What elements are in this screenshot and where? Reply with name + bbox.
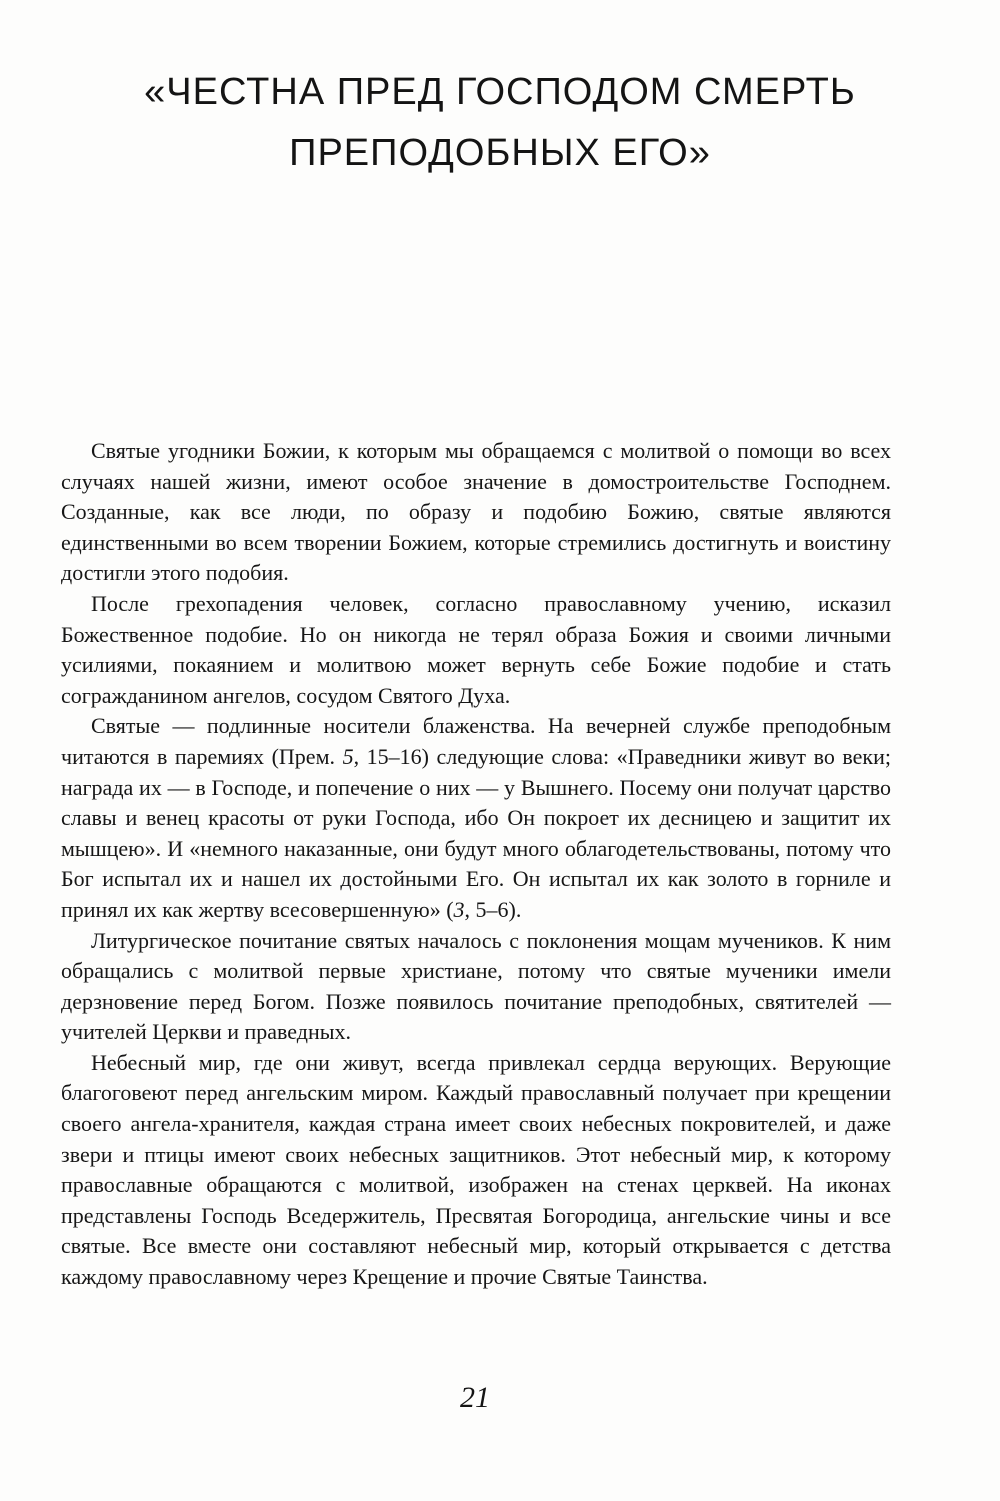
paragraph-4: Литургическое почитание святых началось с поклонения мощам мучеников. К ним обращались с молитвой первые христиане, потому что святые мученики имели дерзновение перед Богом. Позже появилось почитание преподобных, святителей — учителей Церкви и праведных. bbox=[61, 927, 891, 1045]
chapter-title bbox=[60, 62, 940, 184]
paragraph-3-text-b: , 15–16) следующие слова: «Праведники живут во веки; награда их — в Господе, и попечение о них — у Вышнего. Посему они получат царство славы и венец красоты от руки Господа, ибо Он покроет их десницею и защитит их мышцею». И «немного наказанные, они будут много облагодетельствованы, потому что Бог испытал их и нашел их достойными Его. Он испытал их как золото в горниле и принял их как жертву всесовершенную» ( bbox=[61, 743, 892, 922]
scripture-reference-chapter: 5 bbox=[342, 743, 354, 769]
paragraph-3 bbox=[61, 711, 891, 925]
body-text bbox=[61, 436, 891, 1293]
scripture-reference-chapter: 3 bbox=[453, 896, 465, 922]
paragraph-3-text-c: , 5–6). bbox=[464, 896, 522, 922]
paragraph-3-text-a: Святые — подлинные носители блаженства. На вечерней службе преподобным читаются в паремиях (Прем. bbox=[61, 713, 891, 769]
paragraph-5: Небесный мир, где они живут, всегда привлекал сердца верующих. Верующие благоговеют перед ангельским миром. Каждый православный получает при крещении своего ангела-хранителя, каждая страна имеет своих небесных покровителей, и даже звери и птицы имеют своих небесных защитников. Этот небесный мир, к которому православные обращаются с молитвой, изображен на стенах церквей. На иконах представлены Господь Вседержитель, Пресвятая Богородица, ангельские чины и все святые. Все вместе они составляют небесный мир, который открывается с детства каждому православному через Крещение и прочие Святые Таинства. bbox=[61, 1049, 891, 1290]
chapter-title-line-1: «ЧЕСТНА ПРЕД ГОСПОДОМ СМЕРТЬ bbox=[144, 71, 856, 113]
paragraph-1: Святые угодники Божии, к которым мы обращаемся с молитвой о помощи во всех случаях нашей жизни, имеют особое значение в домостроительстве Господнем. Созданные, как все люди, по образу и подобию Божию, святые являются единственными во всем творении Божием, которые стремились достигнуть и воистину достигли этого подобия. bbox=[61, 438, 891, 586]
paragraph-2: После грехопадения человек, согласно православному учению, исказил Божественное подобие. Но он никогда не терял образа Божия и своими личными усилиями, покаянием и молитвою может вернуть себе Божие подобие и стать согражданином ангелов, сосудом Святого Духа. bbox=[61, 590, 891, 708]
page-number: 21 bbox=[460, 1381, 490, 1414]
chapter-title-line-2: ПРЕПОДОБНЫХ ЕГО» bbox=[289, 132, 711, 174]
